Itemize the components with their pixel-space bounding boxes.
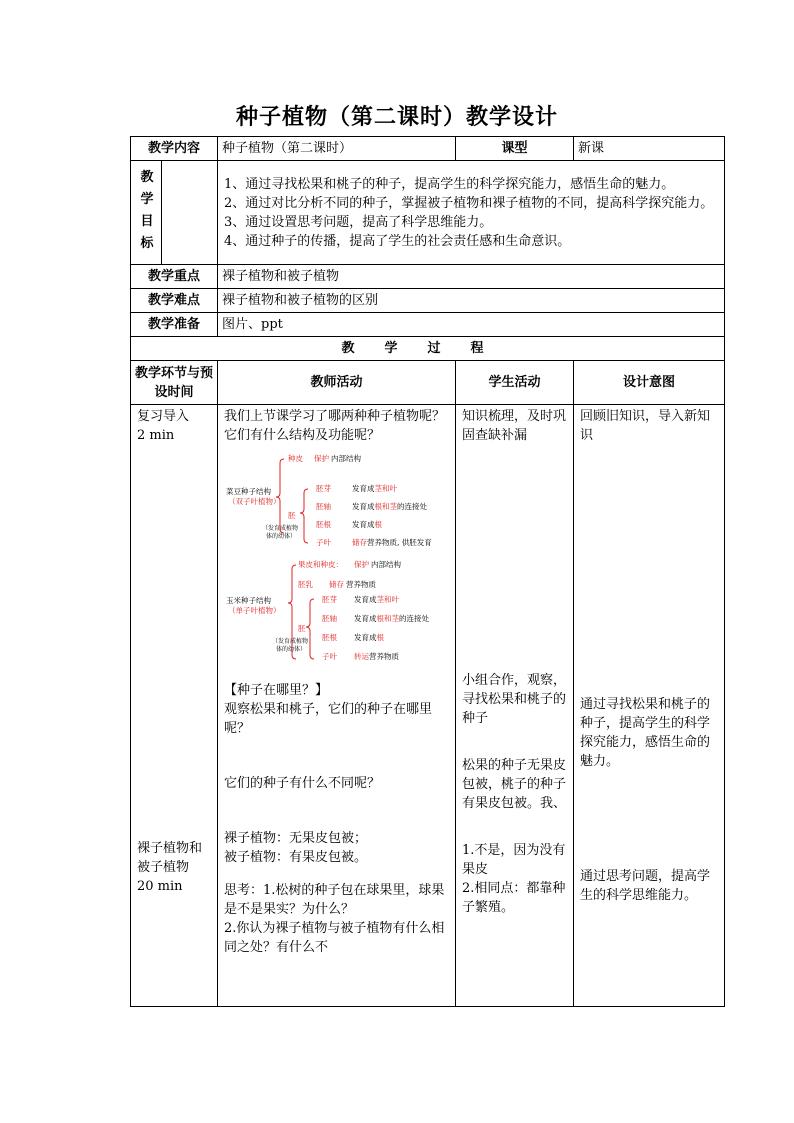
corn-diagram <box>226 559 429 661</box>
intent-cell <box>574 405 725 1007</box>
corn-endosperm: 胚乳 <box>298 580 313 589</box>
corn-coat: 果皮和种皮： <box>298 560 343 569</box>
corn-part-pre: 发育成 <box>354 614 377 623</box>
teacher-heading-seed-location: 【种子在哪里？】 <box>224 683 329 698</box>
lesson-plan-table <box>130 136 725 1007</box>
col-teacher: 教师活动 <box>218 361 456 405</box>
col-stage: 教学环节与预设时间 <box>131 361 218 405</box>
bean-part-pre: 发育成 <box>352 520 375 529</box>
bean-root-label: 菜豆种子结构 <box>226 487 271 496</box>
objectives-list <box>218 161 725 265</box>
page-title: 种子植物（第二课时）教学设计 <box>235 105 558 130</box>
teacher-cell <box>218 405 456 1007</box>
intent-text-1: 回顾旧知识，导入新知识 <box>580 409 711 443</box>
bean-part-post: 营养物质, 供胚发育 <box>367 538 432 547</box>
teacher-text-5a: 思考：1.松树的种子包在球果里，球果是不是果实？为什么？ <box>224 883 445 917</box>
corn-embryo: 胚 <box>298 624 306 633</box>
teacher-text-1: 我们上节课学习了哪两种种子植物呢？它们有什么结构及功能呢？ <box>224 409 446 443</box>
teacher-text-4b: 被子植物：有果皮包被。 <box>224 850 368 865</box>
bean-diagram <box>226 453 432 547</box>
seed-structure-diagram <box>224 449 454 673</box>
stage-cell <box>131 405 218 1007</box>
corn-part-fn: 根 <box>376 633 384 642</box>
bean-part-name: 胚轴 <box>316 502 331 511</box>
corn-part-fn: 转运 <box>354 652 369 661</box>
bean-part-post: 的连接处 <box>397 502 427 511</box>
student-text-3: 松果的种子无果皮包被，桃子的种子有果皮包被。我、 <box>462 758 567 811</box>
corn-coat-fn: 保护 <box>354 560 369 569</box>
corn-endosperm-fn: 储存 <box>329 580 344 589</box>
corn-part-name: 胚芽 <box>322 595 337 604</box>
col-student: 学生活动 <box>456 361 574 405</box>
student-text-2: 小组合作，观察，寻找松果和桃子的种子 <box>462 673 567 726</box>
objective-item: 2、通过对比分析不同的种子，掌握被子植物和裸子植物的不同，提高科学探究能力。 <box>224 195 714 211</box>
corn-part-post: 营养物质 <box>369 652 399 661</box>
bean-seed-coat: 种皮 <box>288 454 303 463</box>
objective-item: 1、通过寻找松果和桃子的种子，提高学生的科学探究能力，感悟生命的魅力。 <box>224 176 675 192</box>
corn-part-name: 子叶 <box>322 652 337 661</box>
corn-part-pre: 发育成 <box>354 595 377 604</box>
bean-part-pre: 发育成 <box>352 484 375 493</box>
teacher-text-2: 观察松果和桃子，它们的种子在哪里呢？ <box>224 702 433 736</box>
bean-part-fn: 根和茎 <box>374 502 397 511</box>
bean-part-fn: 根 <box>374 520 382 529</box>
bean-embryo: 胚 <box>288 511 296 520</box>
bean-part-fn: 茎和叶 <box>374 484 397 493</box>
bean-part-name: 子叶 <box>316 538 331 547</box>
corn-part-post: 的连接处 <box>399 614 429 623</box>
corn-embryo-note-2: 体的幼体） <box>276 646 307 653</box>
content-value: 种子植物（第二课时） <box>218 137 456 161</box>
stage-2-name: 裸子植物和被子植物 <box>137 841 203 875</box>
stage-2-time: 20 min <box>137 879 183 894</box>
difficulty-value: 裸子植物和被子植物的区别 <box>218 289 725 313</box>
corn-part-name: 胚根 <box>322 633 337 642</box>
corn-part-fn: 根和茎 <box>376 614 399 623</box>
key-point-label: 教学重点 <box>131 265 218 289</box>
teacher-text-3: 它们的种子有什么不同呢？ <box>224 776 381 791</box>
difficulty-label: 教学难点 <box>131 289 218 313</box>
content-label: 教学内容 <box>131 137 218 161</box>
bean-part-name: 胚芽 <box>316 484 331 493</box>
bean-seed-coat-fn: 保护 <box>314 454 329 463</box>
process-title: 教学过程 <box>131 337 725 361</box>
objective-item: 3、通过设置思考问题，提高了科学思维能力。 <box>224 214 493 230</box>
key-point-value: 裸子植物和被子植物 <box>218 265 725 289</box>
type-label: 课型 <box>456 137 574 161</box>
corn-root-sub: （单子叶植物） <box>228 606 281 615</box>
intent-text-2: 通过寻找松果和桃子的种子，提高学生的科学探究能力，感悟生命的魅力。 <box>580 697 711 769</box>
intent-text-3: 通过思考问题，提高学生的科学思维能力。 <box>580 869 711 903</box>
bean-part-pre: 发育成 <box>352 502 375 511</box>
student-text-4a: 1.不是，因为没有果皮 <box>462 843 566 877</box>
corn-embryo-note-1: （发育成植物 <box>272 638 309 645</box>
bean-part-name: 胚根 <box>316 520 331 529</box>
bean-root-sub: （双子叶植物） <box>228 497 281 506</box>
corn-part-fn: 茎和叶 <box>376 595 399 604</box>
corn-coat-fn2: 内部结构 <box>371 560 401 569</box>
corn-endosperm-fn2: 营养物质 <box>346 580 376 589</box>
student-text-1: 知识梳理，及时巩固查缺补漏 <box>462 409 567 443</box>
teacher-text-5b: 2.你认为裸子植物与被子植物有什么相同之处？有什么不 <box>224 921 445 955</box>
stage-1-time: 2 min <box>137 428 175 443</box>
preparation-label: 教学准备 <box>131 313 218 337</box>
objective-item: 4、通过种子的传播，提高了学生的社会责任感和生命意识。 <box>224 233 571 249</box>
stage-1-name: 复习导入 <box>137 409 190 424</box>
bean-part-fn: 储存 <box>352 538 367 547</box>
teacher-text-4a: 裸子植物：无果皮包被； <box>224 831 368 846</box>
bean-seed-coat-fn2: 内部结构 <box>331 454 361 463</box>
objectives-label: 教 学 目 标 <box>131 161 218 265</box>
corn-part-name: 胚轴 <box>322 614 337 623</box>
bean-embryo-note-2: 体的幼体） <box>266 533 297 540</box>
col-intent: 设计意图 <box>574 361 725 405</box>
student-cell <box>456 405 574 1007</box>
type-value: 新课 <box>574 137 725 161</box>
preparation-value: 图片、ppt <box>218 313 725 337</box>
bean-embryo-note-1: （发育成植物 <box>262 525 299 532</box>
corn-root-label: 玉米种子结构 <box>226 596 271 605</box>
student-text-4b: 2.相同点：都靠种子繁殖。 <box>462 881 566 915</box>
corn-part-pre: 发育成 <box>354 633 377 642</box>
